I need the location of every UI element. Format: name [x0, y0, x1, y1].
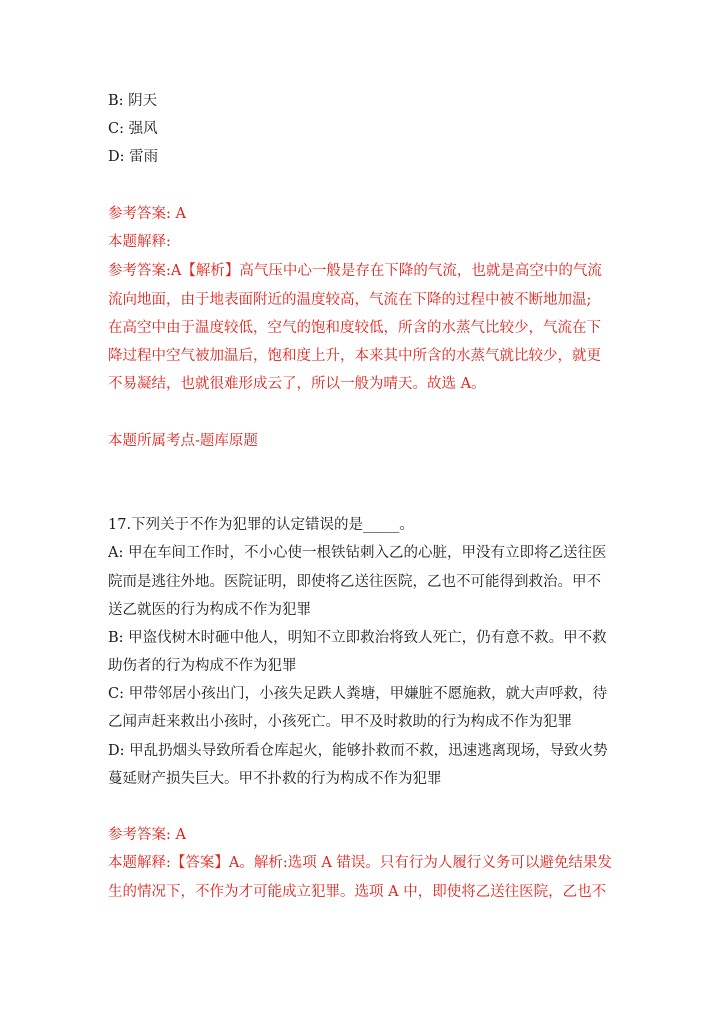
explanation-line: 参考答案:A【解析】高气压中心一般是存在下降的气流，也就是高空中的气流 — [108, 263, 602, 279]
option-d: D: 雷雨 — [108, 149, 159, 165]
option-b-line: B: 甲盗伐树木时砸中他人，明知不立即救治将致人死亡，仍有意不救。甲不救 — [108, 630, 607, 646]
option-b-line: 助伤者的行为构成不作为犯罪 — [108, 658, 297, 674]
source-note: 本题所属考点-题库原题 — [108, 433, 258, 449]
explanation-line: 本题解释:【答案】A。解析:选项 A 错误。只有行为人履行义务可以避免结果发 — [108, 855, 612, 871]
explanation-line: 生的情况下，不作为才可能成立犯罪。选项 A 中，即使将乙送往医院，乙也不 — [108, 884, 607, 900]
option-a-line: A: 甲在车间工作时，不小心使一根铁钻刺入乙的心脏，甲没有立即将乙送往医 — [108, 545, 607, 561]
reference-answer: 参考答案: A — [108, 827, 186, 843]
explanation-line: 在高空中由于温度较低，空气的饱和度较低，所含的水蒸气比较少，气流在下 — [108, 320, 601, 336]
option-a-line: 送乙就医的行为构成不作为犯罪 — [108, 602, 311, 618]
option-a-line: 院而是逃往外地。医院证明，即使将乙送往医院，乙也不可能得到救治。甲不 — [108, 574, 601, 590]
option-c-line: C: 甲带邻居小孩出门，小孩失足跌人粪塘，甲嫌脏不愿施救，就大声呼救，待 — [108, 686, 608, 702]
explanation-line: 降过程中空气被加温后，饱和度上升，本来其中所含的水蒸气就比较少，就更 — [108, 348, 601, 364]
option-d-line: 蔓延财产损失巨大。甲不扑救的行为构成不作为犯罪 — [108, 771, 442, 787]
question-stem: 17.下列关于不作为犯罪的认定错误的是_____。 — [108, 517, 414, 533]
reference-answer: 参考答案: A — [108, 206, 186, 222]
option-b: B: 阴天 — [108, 93, 158, 109]
explanation-line: 流向地面，由于地表面附近的温度较高，气流在下降的过程中被不断地加温; — [108, 292, 592, 308]
option-c: C: 强风 — [108, 121, 158, 137]
explanation-line: 不易凝结，也就很难形成云了，所以一般为晴天。故选 A。 — [108, 376, 486, 392]
option-d-line: D: 甲乱扔烟头导致所看仓库起火，能够扑救而不救，迅速逃离现场，导致火势 — [108, 743, 608, 759]
explanation-label: 本题解释: — [108, 234, 171, 250]
option-c-line: 乙闻声赶来救出小孩时，小孩死亡。甲不及时救助的行为构成不作为犯罪 — [108, 714, 572, 730]
